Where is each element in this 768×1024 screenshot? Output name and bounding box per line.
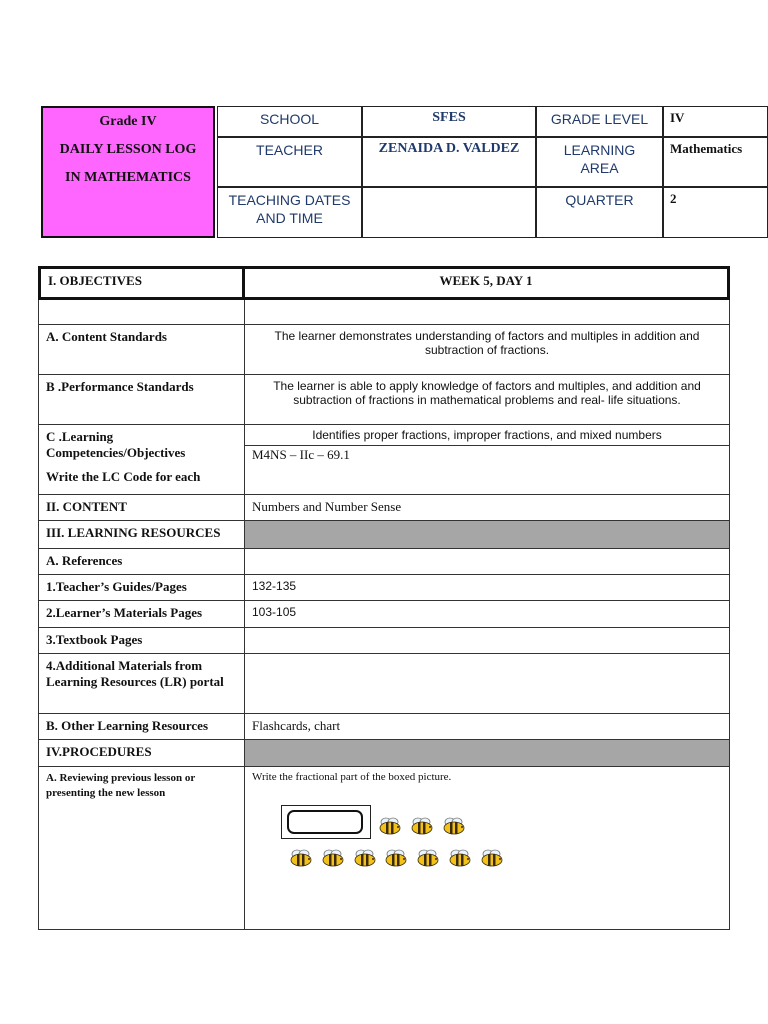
reviewing-cell	[245, 767, 730, 930]
other-resources-label: B. Other Learning Resources	[38, 714, 245, 740]
spacer-row	[38, 300, 730, 325]
references-label: A. References	[38, 549, 245, 575]
resources-row	[38, 521, 730, 549]
resources-shaded	[245, 521, 730, 549]
competencies-values	[245, 425, 730, 495]
content-standards-row	[38, 325, 730, 375]
teacher-label: TEACHER	[217, 137, 362, 187]
title-log: DAILY LESSON LOG	[59, 142, 197, 157]
performance-standards-row	[38, 375, 730, 425]
content-standards-value: The learner demonstrates understanding of factors and multiples in addition and subtraction of fractions.	[245, 325, 730, 375]
dates-value	[362, 187, 536, 238]
bee-row-bottom	[288, 849, 508, 867]
additional-materials-value	[245, 654, 730, 714]
other-resources-row	[38, 714, 730, 740]
additional-materials-row	[38, 654, 730, 714]
bee-icon	[352, 849, 378, 867]
competencies-row	[38, 425, 730, 495]
content-row	[38, 495, 730, 521]
week-day: WEEK 5, DAY 1	[245, 266, 730, 300]
references-value	[245, 549, 730, 575]
bee-icon	[479, 849, 505, 867]
learning-area-value: Mathematics	[663, 137, 768, 187]
teachers-guide-label: 1.Teacher’s Guides/Pages	[38, 575, 245, 601]
school-value: SFES	[362, 106, 536, 137]
learners-materials-row	[38, 601, 730, 628]
bee-icon	[320, 849, 346, 867]
reviewing-label: A. Reviewing previous lesson or presenting the new lesson	[38, 767, 245, 930]
title-subject: IN MATHEMATICS	[65, 170, 191, 185]
grade-level-value: IV	[663, 106, 768, 137]
objectives-label: I. OBJECTIVES	[38, 266, 245, 300]
title-grade: Grade IV	[99, 114, 157, 129]
references-row	[38, 549, 730, 575]
boxed-outline	[287, 810, 363, 834]
spacer-right	[245, 300, 730, 325]
textbook-value	[245, 628, 730, 654]
additional-materials-label: 4.Additional Materials from Learning Resources (LR) portal	[38, 654, 245, 714]
lesson-log-title	[41, 106, 215, 238]
performance-standards-label: B .Performance Standards	[38, 375, 245, 425]
teachers-guide-value: 132-135	[245, 575, 730, 601]
competencies-cell	[38, 425, 245, 495]
teachers-guide-row	[38, 575, 730, 601]
content-standards-label: A. Content Standards	[38, 325, 245, 375]
objectives-row	[38, 266, 730, 300]
bee-icon	[447, 849, 473, 867]
learners-materials-value: 103-105	[245, 601, 730, 628]
grade-level-label: GRADE LEVEL	[536, 106, 663, 137]
textbook-row	[38, 628, 730, 654]
bee-row-top	[377, 817, 470, 835]
bee-icon	[441, 817, 467, 835]
bee-icon	[377, 817, 403, 835]
reviewing-row	[38, 767, 730, 930]
procedures-label: IV.PROCEDURES	[38, 740, 245, 767]
answer-box	[281, 805, 371, 839]
bee-icon	[415, 849, 441, 867]
quarter-label: QUARTER	[536, 187, 663, 238]
lesson-table	[38, 266, 730, 930]
school-label: SCHOOL	[217, 106, 362, 137]
bee-icon	[409, 817, 435, 835]
content-value: Numbers and Number Sense	[245, 495, 730, 521]
quarter-value: 2	[663, 187, 768, 238]
competencies-value: Identifies proper fractions, improper fractions, and mixed numbers	[245, 425, 729, 446]
teacher-value: ZENAIDA D. VALDEZ	[362, 137, 536, 187]
dates-label: TEACHING DATES AND TIME	[217, 187, 362, 238]
learners-materials-label: 2.Learner’s Materials Pages	[38, 601, 245, 628]
other-resources-value: Flashcards, chart	[245, 714, 730, 740]
performance-standards-value: The learner is able to apply knowledge of factors and multiples, and addition and subtraction of fractions in mathematical problems and real- life situations.	[245, 375, 730, 425]
bee-icon	[288, 849, 314, 867]
procedures-row	[38, 740, 730, 767]
bee-icon	[383, 849, 409, 867]
content-label: II. CONTENT	[38, 495, 245, 521]
competencies-label: C .Learning Competencies/Objectives	[46, 429, 186, 460]
spacer-left	[38, 300, 245, 325]
lc-code-value: M4NS – IIc – 69.1	[252, 447, 350, 462]
reviewing-value: Write the fractional part of the boxed picture.	[252, 771, 452, 783]
procedures-shaded	[245, 740, 730, 767]
lc-code-label: Write the LC Code for each	[46, 469, 201, 484]
resources-label: III. LEARNING RESOURCES	[38, 521, 245, 549]
textbook-label: 3.Textbook Pages	[38, 628, 245, 654]
header-table	[41, 106, 768, 238]
learning-area-label: LEARNING AREA	[536, 137, 663, 187]
